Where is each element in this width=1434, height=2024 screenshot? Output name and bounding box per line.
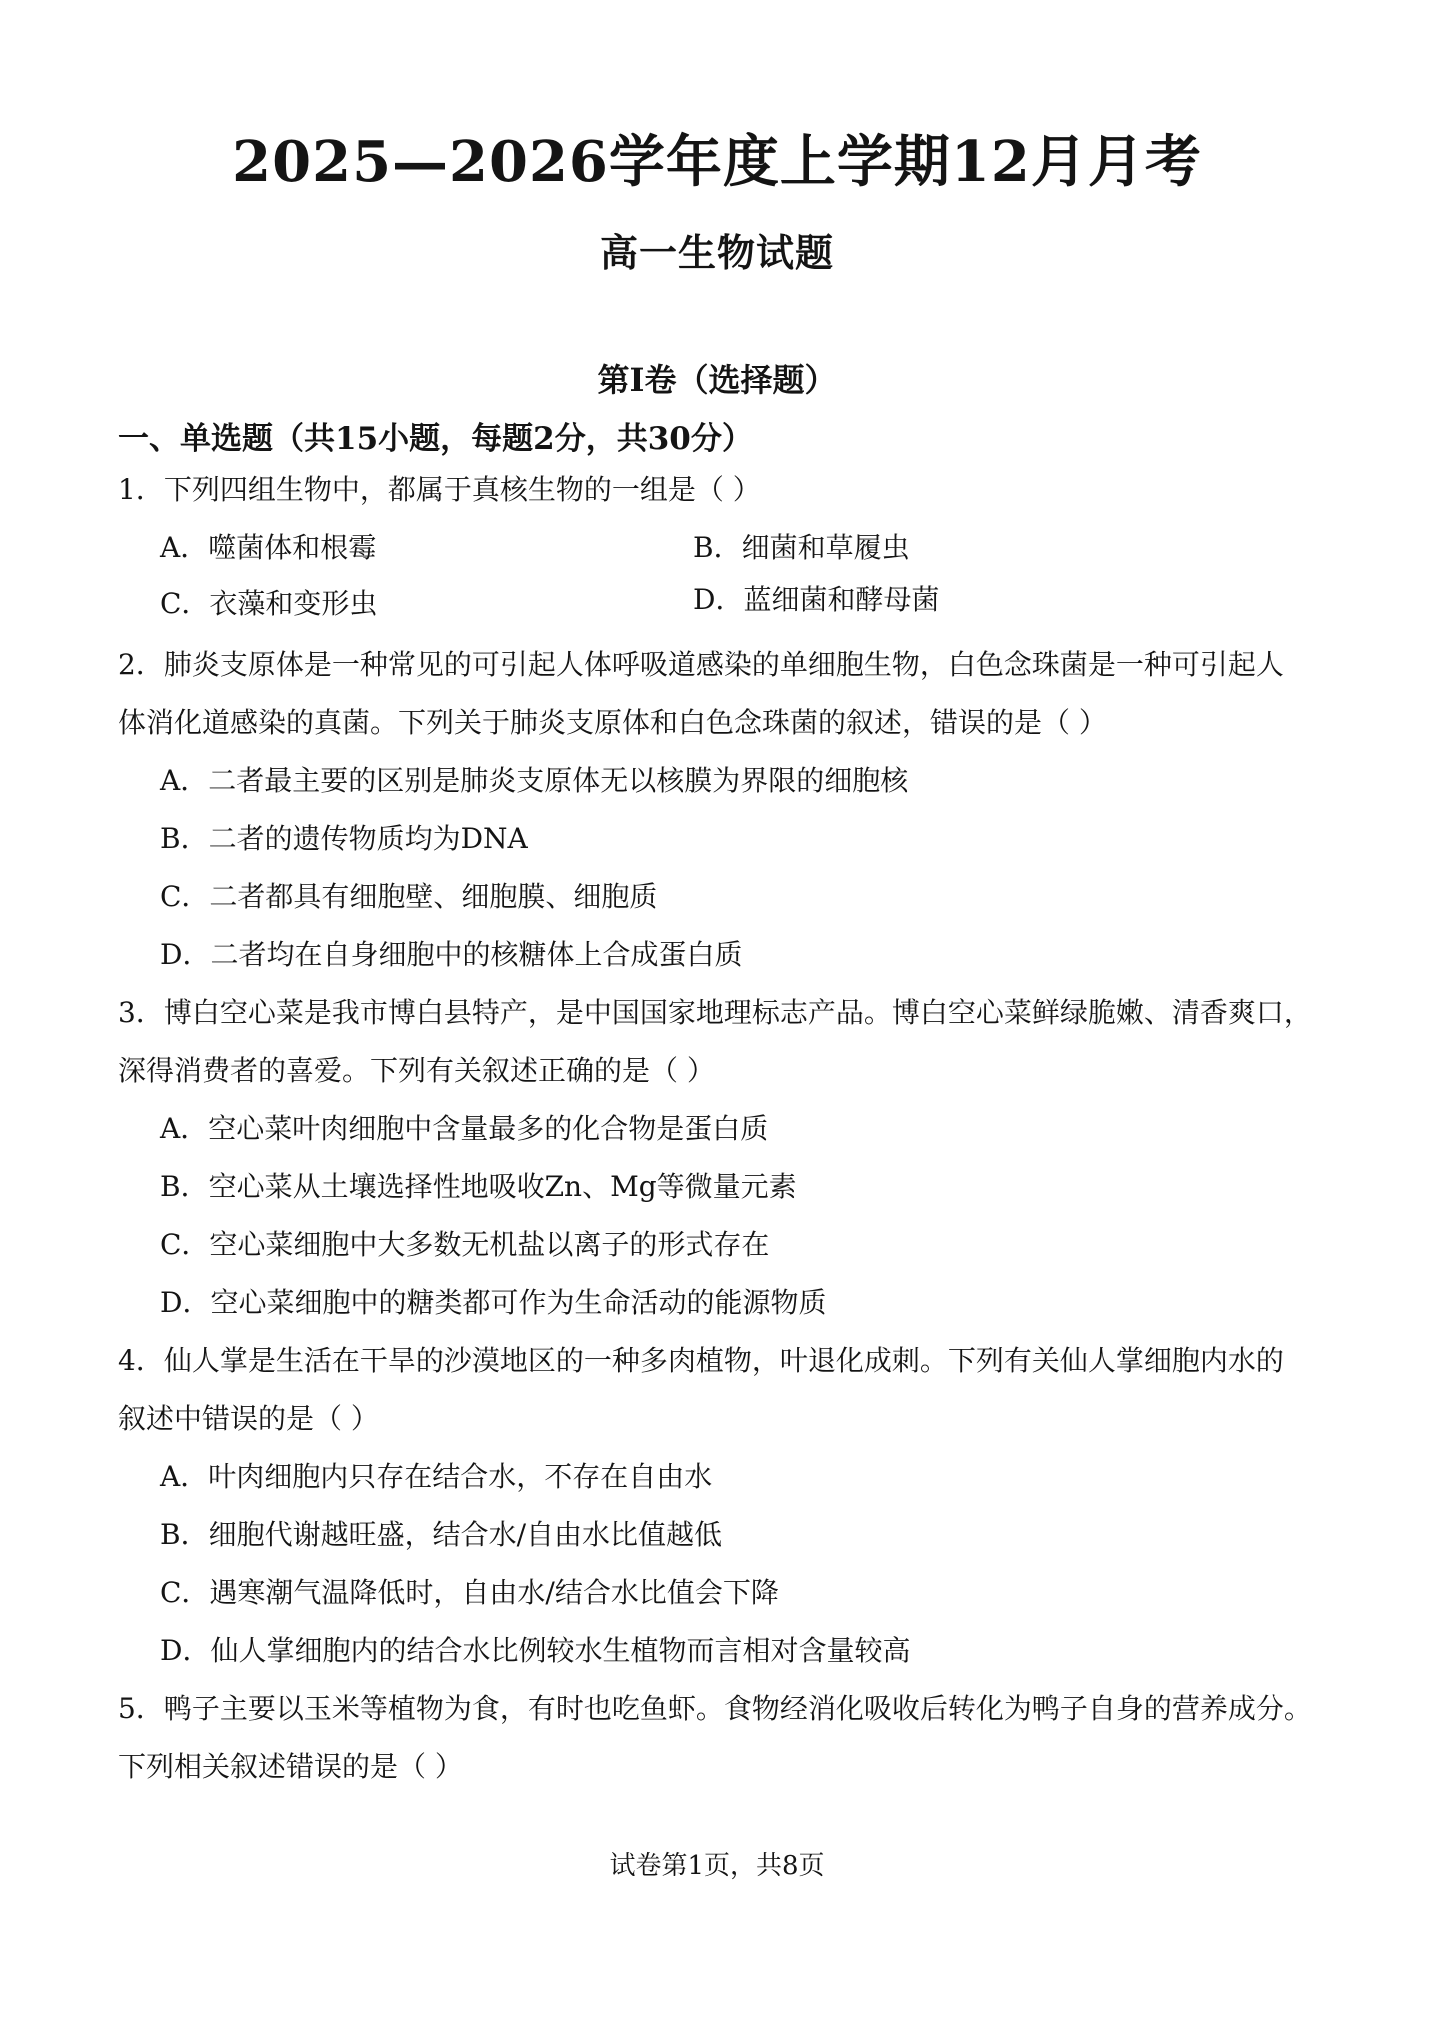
question-4-stem-line-2: 叙述中错误的是（ ） — [118, 1402, 379, 1435]
question-2-stem-line-2: 体消化道感染的真菌。下列关于肺炎支原体和白色念珠菌的叙述，错误的是（ ） — [118, 706, 1107, 739]
question-3-stem-line-1: 3．博白空心菜是我市博白县特产，是中国国家地理标志产品。博白空心菜鲜绿脆嫩、清香爽口， — [118, 996, 1312, 1029]
question-4-option-a: A．叶肉细胞内只存在结合水，不存在自由水 — [160, 1460, 713, 1493]
question-1-option-c: C．衣藻和变形虫 — [160, 587, 378, 620]
question-3-option-d: D．空心菜细胞中的糖类都可作为生命活动的能源物质 — [160, 1286, 827, 1319]
question-3-option-b: B．空心菜从土壤选择性地吸收Zn、Mg等微量元素 — [160, 1170, 797, 1203]
question-3-stem-line-2: 深得消费者的喜爱。下列有关叙述正确的是（ ） — [118, 1054, 715, 1087]
question-1-option-a: A．噬菌体和根霉 — [160, 531, 377, 564]
question-3-option-a: A．空心菜叶肉细胞中含量最多的化合物是蛋白质 — [160, 1112, 769, 1145]
question-4-option-c: C．遇寒潮气温降低时，自由水/结合水比值会下降 — [160, 1576, 779, 1609]
exam-subtitle: 高一生物试题 — [599, 230, 834, 275]
question-2-option-c: C．二者都具有细胞壁、细胞膜、细胞质 — [160, 880, 658, 913]
question-4-stem-line-1: 4．仙人掌是生活在干旱的沙漠地区的一种多肉植物，叶退化成刺。下列有关仙人掌细胞内水的 — [118, 1344, 1284, 1377]
question-3-option-c: C．空心菜细胞中大多数无机盐以离子的形式存在 — [160, 1228, 770, 1261]
exam-title: 2025—2026学年度上学期12月月考 — [232, 129, 1202, 195]
question-1-stem: 1．下列四组生物中，都属于真核生物的一组是（ ） — [118, 473, 761, 506]
question-2-option-d: D．二者均在自身细胞中的核糖体上合成蛋白质 — [160, 938, 743, 971]
question-1-option-b: B．细菌和草履虫 — [693, 531, 910, 564]
question-2-option-a: A．二者最主要的区别是肺炎支原体无以核膜为界限的细胞核 — [160, 764, 909, 797]
volume-title: 第I卷（选择题） — [597, 361, 837, 399]
question-1-option-d: D．蓝细菌和酵母菌 — [693, 583, 940, 616]
question-5-stem-line-2: 下列相关叙述错误的是（ ） — [118, 1750, 463, 1783]
section-title: 一、单选题（共15小题，每题2分，共30分） — [118, 421, 753, 457]
page-footer: 试卷第1页，共8页 — [609, 1851, 825, 1881]
question-4-option-d: D．仙人掌细胞内的结合水比例较水生植物而言相对含量较高 — [160, 1634, 911, 1667]
question-5-stem-line-1: 5．鸭子主要以玉米等植物为食，有时也吃鱼虾。食物经消化吸收后转化为鸭子自身的营养成分。 — [118, 1692, 1312, 1725]
question-2-option-b: B．二者的遗传物质均为DNA — [160, 822, 528, 855]
question-4-option-b: B．细胞代谢越旺盛，结合水/自由水比值越低 — [160, 1518, 723, 1551]
question-2-stem-line-1: 2．肺炎支原体是一种常见的可引起人体呼吸道感染的单细胞生物，白色念珠菌是一种可引起人 — [118, 648, 1284, 681]
